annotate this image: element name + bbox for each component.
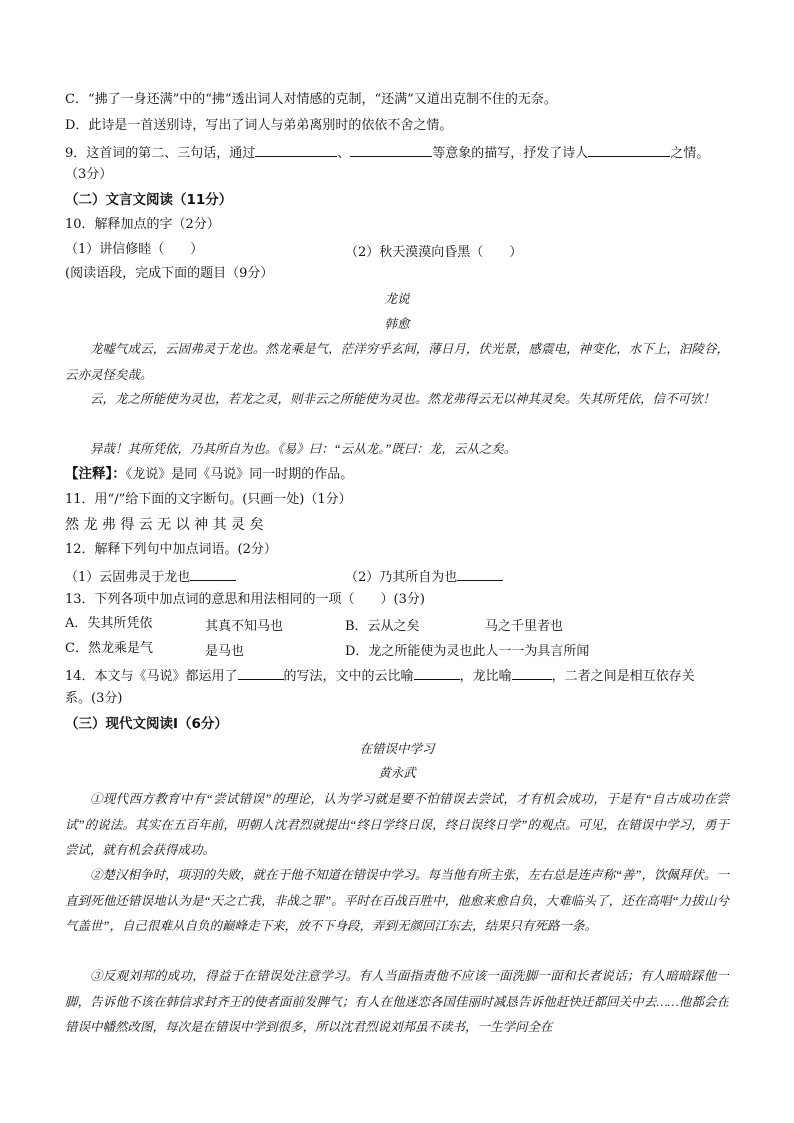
question-13: 13．下列各项中加点词的意思和用法相同的一项（ ）(3分) <box>65 592 425 607</box>
q9-score: （3分） <box>65 167 113 182</box>
q14-blank-1[interactable] <box>238 665 284 680</box>
reading-intro: (阅读语段，完成下面的题目（9分） <box>65 266 274 281</box>
passage-title: 龙说 <box>384 292 410 306</box>
section-3-heading: （三）现代文阅读Ⅰ（6分） <box>65 716 228 732</box>
q14-part-1: 14．本文与《马说》都运用了 <box>65 669 238 684</box>
q9-blank-1[interactable] <box>255 142 337 157</box>
q10-item-2: （2）秋天漠漠向昏黑（ ） <box>345 245 523 260</box>
option-d: D．此诗是一首送别诗，写出了词人与弟弟离别时的依依不舍之情。 <box>65 118 453 133</box>
q13-option-d: D．龙之所能使为灵也此人一一为具言所闻 <box>345 644 590 659</box>
note-line <box>65 465 353 484</box>
q13-option-a-2: 其真不知马也 <box>205 619 284 634</box>
q11-text: 然 龙 弗 得 云 无 以 神 其 灵 矣 <box>65 517 264 533</box>
q9-part-1: 9．这首词的第二、三句话，通过 <box>65 146 256 161</box>
q12-item-1-text: （1）云固弗灵于龙也 <box>65 570 191 585</box>
essay-para-3: ③反观刘邦的成功，得益于在错误处注意学习。有人当面指责他不应该一面洗脚一面和长者说话；有人暗暗踩他一脚，告诉他不该在韩信求封齐王的使者面前发脾气；有人在他迷恋各国佳丽时减恳告诉他赶快迁都回关中去……他都会在错误中幡然改图，每次是在错误中学到很多，所以沈君烈说刘邦虽不读书，一生学问全在 <box>65 969 729 1034</box>
q14-part-2: 的写法，文中的云比喻 <box>283 669 414 684</box>
passage-author: 韩愈 <box>384 317 410 331</box>
passage-para-2: 云，龙之所能使为灵也，若龙之灵，则非云之所能使为灵也。然龙弗得云无以神其灵矣。失其所凭依，信不可欤！ <box>90 392 716 406</box>
essay-para-1: ①现代西方教育中有“尝试错误”的理论，认为学习就是要不怕错误去尝试，才有机会成功，于是有“自古成功在尝试”的说法。其实在五百年前，明朝人沈君烈就提出“终日学终日误，终日误终日学”的观点。可见，在错误中学习，勇于尝试，就有机会获得成功。 <box>65 792 729 857</box>
passage-para-1: 龙嘘气成云，云固弗灵于龙也。然龙乘是气，茫洋穷乎玄间，薄日月，伏光景，感震电，神变化，水下上，汩陵谷，云亦灵怪矣哉。 <box>65 342 729 382</box>
q9-part-2: 、 <box>337 146 351 161</box>
question-11: 11．用“/”给下面的文字断句。(只画一处)（1分） <box>65 492 352 507</box>
essay-title: 在错误中学习 <box>359 742 435 756</box>
q9-part-4: 之情。 <box>670 146 710 161</box>
question-12: 12．解释下列句中加点词语。(2分） <box>65 542 277 557</box>
essay-author: 黄永武 <box>378 766 416 780</box>
question-10: 10．解释加点的字（2分） <box>65 217 220 232</box>
q12-blank-1[interactable] <box>190 566 236 581</box>
section-2-heading: （二）文言文阅读（11分） <box>65 192 233 208</box>
option-c: C．“拂了一身还满”中的“拂”透出词人对情感的克制，“还满”又道出克制不住的无奈。 <box>65 92 557 107</box>
q12-blank-2[interactable] <box>457 566 503 581</box>
q12-item-2-text: （2）乃其所自为也 <box>345 570 458 585</box>
q9-blank-2[interactable] <box>350 142 432 157</box>
q14-part-4: ，二者之间是相互依存关 <box>551 669 695 684</box>
q13-option-b-2: 马之千里者也 <box>485 619 564 634</box>
q12-item-1 <box>65 566 236 587</box>
q13-option-c-2: 是马也 <box>205 644 245 659</box>
q9-blank-3[interactable] <box>588 142 670 157</box>
q13-option-c-1: C．然龙乘是气 <box>65 641 153 656</box>
passage-para-3: 异哉！其所凭依，乃其所自为也。《易》曰：“云从龙。”既曰：龙，云从之矣。 <box>90 442 517 456</box>
q10-item-1: （1）讲信修睦（ ） <box>65 242 204 257</box>
q13-option-a-1: A．失其所凭依 <box>65 616 153 631</box>
note-label: 【注释】： <box>65 466 126 482</box>
q14-score: 系。(3分) <box>65 691 123 706</box>
note-text: 《龙说》是同《马说》同一时期的作品。 <box>125 467 354 482</box>
question-14 <box>65 665 695 686</box>
question-9 <box>65 142 709 163</box>
q14-blank-3[interactable] <box>512 665 552 680</box>
essay-para-2: ②楚汉相争时，项羽的失败，就在于他不知道在错误中学习。每当他有所主张，左右总是连声称“善”，饮佩拜伏。一直到死他还错误地认为是“天之亡我，非战之罪”。平时在百战百胜中，他愈来愈自负，大难临头了，还在高唱“力拔山兮气盖世”，自己很难从自负的巅峰走下来，放不下身段，弄到无颜回江东去，结果只有死路一条。 <box>65 868 729 933</box>
q14-part-3: ，龙比喻 <box>459 669 512 684</box>
q13-option-b-1: B．云从之矣 <box>345 619 420 634</box>
q9-part-3: 等意象的描写，抒发了诗人 <box>432 146 589 161</box>
q14-blank-2[interactable] <box>414 665 460 680</box>
q12-item-2 <box>345 566 503 585</box>
